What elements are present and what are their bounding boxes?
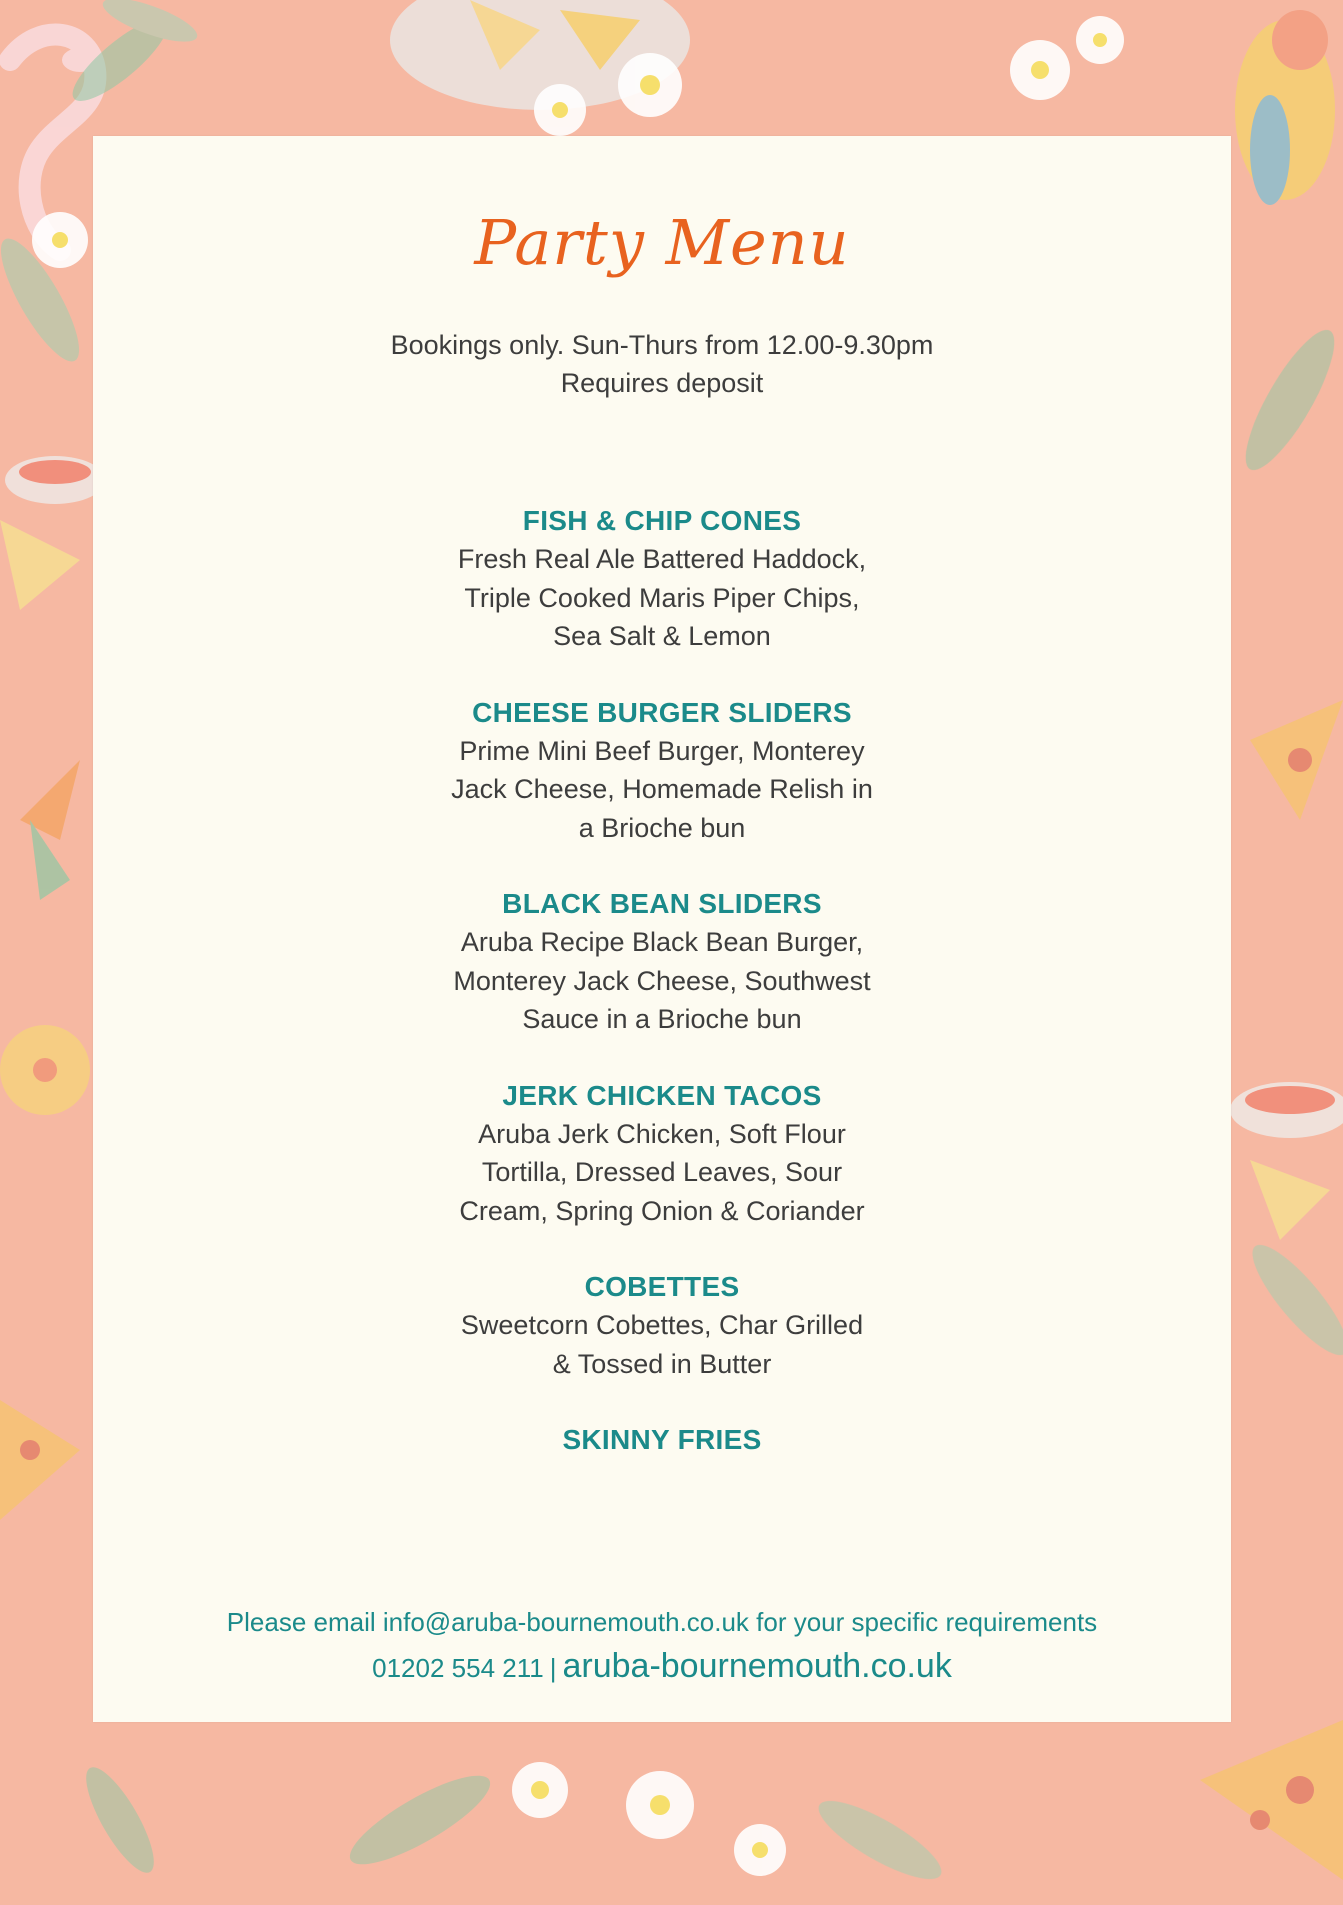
description-line: a Brioche bun bbox=[578, 812, 746, 843]
contact-footer bbox=[93, 1602, 1231, 1692]
deposit-note: Requires deposit bbox=[560, 368, 764, 398]
pizza-slice-left bbox=[0, 1400, 80, 1520]
bird-of-paradise-flower bbox=[20, 760, 80, 900]
menu-item-description bbox=[93, 1306, 1231, 1383]
description-line: & Tossed in Butter bbox=[552, 1348, 772, 1379]
hibiscus-flower-left bbox=[0, 1025, 90, 1115]
salsa-bowl-right bbox=[1230, 1082, 1343, 1240]
description-line: Sea Salt & Lemon bbox=[553, 621, 771, 651]
description-line: Fresh Real Ale Battered Haddock, bbox=[457, 544, 867, 574]
menu-item-name: COBETTES bbox=[584, 1271, 740, 1302]
menu-item-description bbox=[93, 540, 1231, 656]
menu-item-name: JERK CHICKEN TACOS bbox=[502, 1079, 822, 1111]
menu-item bbox=[93, 502, 1231, 656]
description-line: Aruba Jerk Chicken, Soft Flour bbox=[478, 1118, 846, 1149]
menu-item-description bbox=[93, 1115, 1231, 1231]
menu-item-name: BLACK BEAN SLIDERS bbox=[502, 888, 822, 919]
menu-item-name: CHEESE BURGER SLIDERS bbox=[472, 696, 852, 728]
menu-list bbox=[93, 502, 1231, 1497]
description-line: Aruba Recipe Black Bean Burger, bbox=[460, 927, 864, 957]
booking-hours: Bookings only. Sun-Thurs from 12.00-9.30pm bbox=[390, 330, 934, 360]
description-line: Triple Cooked Maris Piper Chips, bbox=[464, 582, 860, 613]
description-line: Prime Mini Beef Burger, Monterey bbox=[459, 735, 865, 766]
menu-item bbox=[93, 1077, 1231, 1231]
menu-item-name: FISH & CHIP CONES bbox=[522, 505, 802, 536]
menu-item-name: SKINNY FRIES bbox=[562, 1424, 762, 1455]
menu-item-description bbox=[93, 923, 1231, 1039]
menu-card bbox=[93, 136, 1231, 1722]
email-note[interactable]: Please email info@aruba-bournemouth.co.uk for your specific requirements bbox=[226, 1607, 1098, 1637]
menu-item bbox=[93, 885, 1231, 1039]
phone-number[interactable]: 01202 554 211 bbox=[372, 1653, 544, 1683]
parrot-illustration bbox=[1235, 10, 1335, 205]
description-line: Jack Cheese, Homemade Relish in bbox=[451, 774, 873, 804]
separator: | bbox=[549, 1653, 557, 1683]
page-title: Party Menu bbox=[474, 206, 850, 279]
description-line: Sauce in a Brioche bun bbox=[522, 1004, 802, 1034]
website-link[interactable]: aruba-bournemouth.co.uk bbox=[562, 1647, 952, 1685]
menu-item bbox=[93, 694, 1231, 848]
contact-line bbox=[93, 1642, 1231, 1692]
menu-item bbox=[93, 1421, 1231, 1459]
menu-item bbox=[93, 1268, 1231, 1383]
pizza-slice-bottom-right bbox=[1200, 1720, 1343, 1880]
menu-item-description bbox=[93, 732, 1231, 848]
leaf-cluster-bottom bbox=[74, 1759, 950, 1892]
salsa-bowl-left bbox=[0, 456, 105, 610]
description-line: Tortilla, Dressed Leaves, Sour bbox=[481, 1157, 843, 1187]
booking-info bbox=[93, 326, 1231, 402]
description-line: Sweetcorn Cobettes, Char Grilled bbox=[460, 1310, 864, 1340]
description-line: Cream, Spring Onion & Coriander bbox=[459, 1195, 865, 1226]
pizza-slice-right bbox=[1250, 700, 1343, 820]
description-line: Monterey Jack Cheese, Southwest bbox=[453, 965, 871, 996]
